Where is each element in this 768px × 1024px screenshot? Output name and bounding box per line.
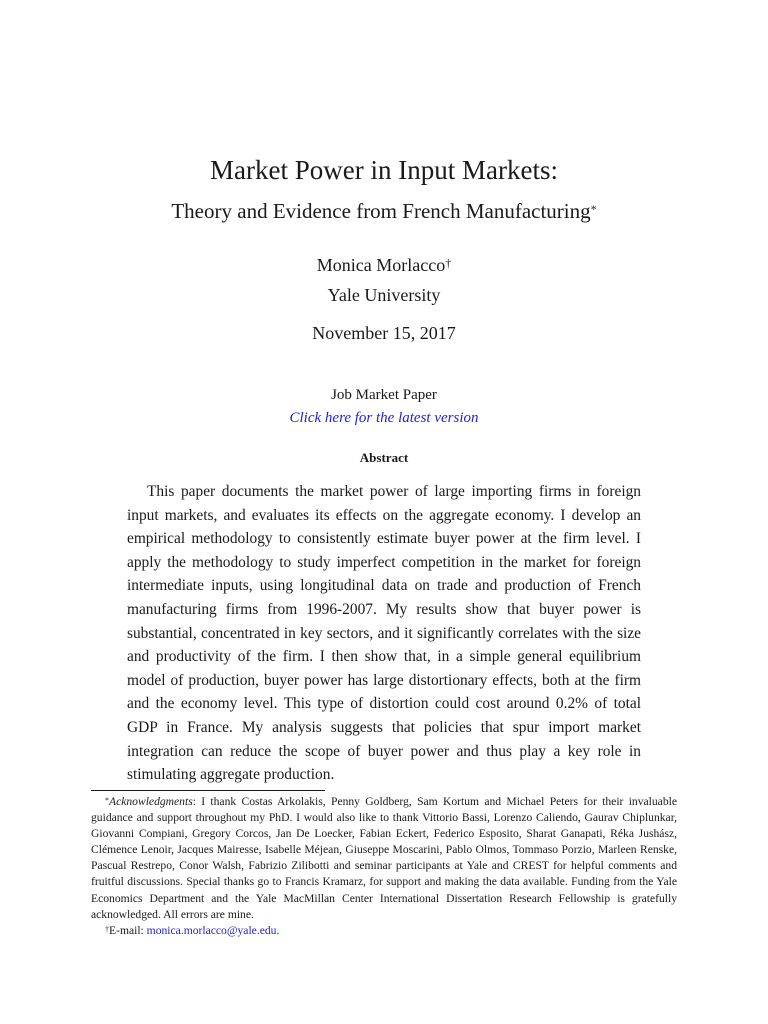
author-name-text: Monica Morlacco bbox=[316, 255, 446, 275]
footnote-rule bbox=[91, 790, 325, 791]
latest-version-line bbox=[0, 407, 768, 429]
abstract-heading: Abstract bbox=[359, 450, 409, 465]
subtitle-footnote-mark[interactable]: * bbox=[590, 202, 597, 216]
paper-subtitle bbox=[0, 196, 768, 226]
latest-version-link[interactable]: Click here for the latest version bbox=[289, 410, 479, 426]
paper-date: November 15, 2017 bbox=[312, 323, 456, 343]
abstract-body: This paper documents the market power of large importing firms in foreign input markets, and evaluates its effects on the aggregate economy. I develop an empirical methodology to consistently estimate buyer power at the firm level. I apply the methodology to study imperfect competition in the market for foreign intermediate inputs, using longitudinal data on trade and production of French manufacturing firms from 1996-2007. My results show that buyer power is substantial, concentrated in key sectors, and it significantly correlates with the size and productivity of the firm. I then show that, in a simple general equilibrium model of production, buyer power has large distortionary effects, both at the firm and the economy level. This type of distortion could cost around 0.2% of total GDP in France. My analysis suggests that policies that spur import market integration can reduce the scope of buyer power and thus play a key role in stimulating aggregate production. bbox=[127, 483, 641, 784]
footnote-2-label: E-mail: bbox=[109, 923, 147, 937]
footnote-acknowledgments bbox=[91, 794, 677, 923]
author-footnote-mark[interactable]: † bbox=[445, 256, 452, 270]
footnotes bbox=[91, 794, 677, 939]
footnote-2-end: . bbox=[276, 923, 280, 937]
footnote-1-mark: * bbox=[105, 796, 109, 805]
paper-title-text: Market Power in Input Markets: bbox=[210, 155, 558, 185]
footnote-2-mark: † bbox=[105, 924, 109, 934]
paper-title bbox=[0, 152, 768, 188]
email-link[interactable]: monica.morlacco@yale.edu bbox=[146, 923, 277, 937]
footnote-1-label: Acknowledgments bbox=[109, 795, 193, 808]
author-name bbox=[0, 252, 768, 278]
paper-subtitle-text: Theory and Evidence from French Manufacturing bbox=[171, 199, 591, 223]
author-affiliation: Yale University bbox=[327, 285, 441, 305]
job-market-label: Job Market Paper bbox=[331, 387, 437, 403]
footnote-1-text: : I thank Costas Arkolakis, Penny Goldberg, Sam Kortum and Michael Peters for their invaluable guidance and support throughout my PhD. I would also like to thank Vittorio Bassi, Lorenzo Caliendo, Gaurav Chiplunkar, Giovanni Compiani, Gregory Corcos, Jan De Loecker, Fabian Eckert, Federico Esposito, Sharat Ganapati, Réka Jushász, Clémence Lenoir, Jacques Mairesse, Isabelle Méjean, Giuseppe Moscarini, Pablo Olmos, Tommaso Porzio, Marleen Renske, Pascual Restrepo, Conor Walsh, Fabrizio Zilibotti and seminar participants at Yale and CREST for helpful comments and fruitful discussions. Special thanks go to Francis Kramarz, for support and making the data available. Funding from the Yale Economics Department and the Yale MacMillan Center International Dissertation Research Fellowship is gratefully acknowledged. All errors are mine. bbox=[91, 795, 677, 921]
footnote-email bbox=[91, 923, 677, 939]
